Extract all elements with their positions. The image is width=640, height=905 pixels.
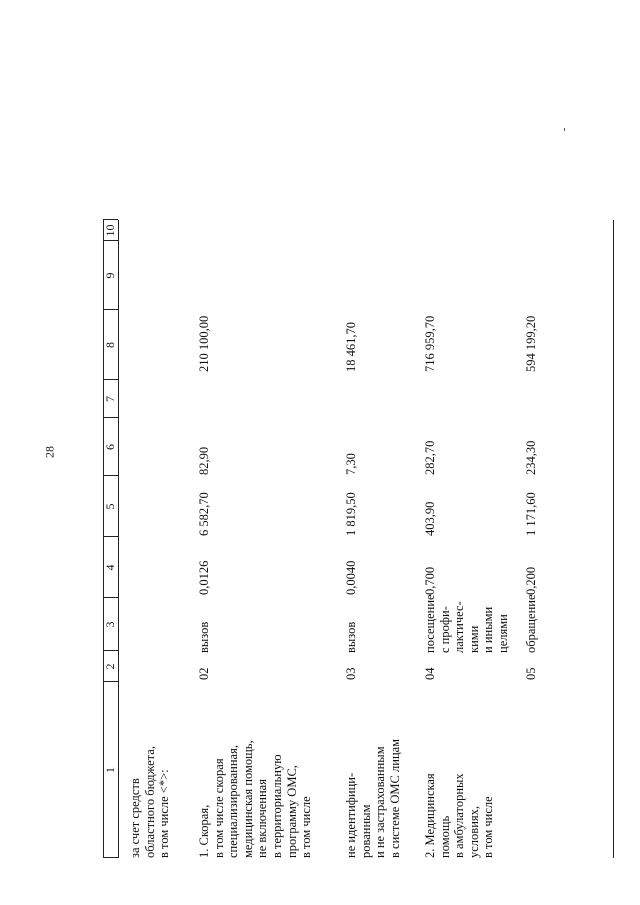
row-label-line: в том числе скорая: [211, 758, 226, 858]
value-col-4: 0,0126: [197, 560, 211, 595]
value-col-8: 594 199,20: [524, 315, 538, 372]
unit-line: вызов: [197, 621, 211, 653]
column-divider: [103, 379, 118, 380]
value-col-5: 1 171,60: [524, 492, 538, 536]
column-header-1: 1: [103, 767, 117, 773]
row-label-line: в системе ОМС лицам: [387, 738, 402, 858]
unit-line: с профи-: [437, 606, 452, 653]
column-divider: [103, 650, 118, 651]
column-divider: [103, 681, 118, 682]
unit-line: обращение: [524, 594, 538, 653]
row-code: 03: [344, 667, 358, 680]
value-col-5: 403,90: [423, 501, 437, 536]
row-label-line: в территориальную: [270, 754, 284, 858]
value-col-5: 6 582,70: [197, 492, 211, 536]
row-label-line: помощь: [437, 815, 452, 858]
row-label-line: не включенная: [255, 779, 270, 858]
row-label-line: за счет средств: [128, 778, 142, 858]
value-col-8: 18 461,70: [344, 322, 358, 372]
value-col-4: 0,0040: [344, 560, 358, 595]
column-divider: [103, 475, 118, 476]
row-code: 05: [524, 667, 538, 680]
value-col-6: 82,90: [197, 446, 211, 475]
row-label-line: программу ОМС,: [284, 765, 299, 858]
column-header-8: 8: [103, 342, 117, 348]
column-header-10: 10: [103, 224, 117, 237]
unit-line: посещение: [423, 594, 437, 653]
column-divider: [103, 309, 118, 310]
row-label-line: в том числе: [481, 796, 496, 858]
table-bottom-line: [613, 220, 614, 858]
unit-line: целями: [496, 614, 510, 653]
rotated-table: [103, 58, 640, 858]
value-col-8: 716 959,70: [423, 315, 437, 372]
column-divider: [103, 219, 118, 220]
unit-line: вызов: [344, 621, 358, 653]
row-label-line: в амбулаторных: [452, 773, 467, 858]
value-col-4: 0,200: [524, 566, 538, 595]
column-header-6: 6: [103, 444, 117, 450]
column-divider: [103, 417, 118, 418]
row-label-line: и не застрахованным: [373, 746, 388, 858]
header-top-line: [103, 220, 104, 858]
column-divider: [103, 857, 118, 858]
page-number: 28: [42, 446, 57, 458]
row-label-line: медицинская помощь,: [240, 740, 255, 858]
column-header-5: 5: [103, 503, 117, 510]
column-header-3: 3: [103, 621, 117, 628]
column-header-4: 4: [103, 564, 117, 571]
value-col-4: 0,700: [423, 566, 437, 595]
column-header-7: 7: [103, 396, 117, 402]
value-col-6: 234,30: [524, 440, 538, 475]
column-divider: [103, 240, 118, 241]
row-label-line: рованным: [358, 804, 373, 858]
column-header-2: 2: [103, 663, 117, 670]
row-label-line: 2. Медицинская: [423, 773, 437, 858]
row-label-line: 1. Скорая,: [197, 804, 211, 858]
row-label-line: областного бюджета,: [142, 746, 157, 858]
unit-line: лактичес-: [452, 601, 467, 653]
row-label-line: специализированная,: [226, 745, 241, 858]
value-col-5: 1 819,50: [344, 492, 358, 536]
value-col-6: 7,30: [344, 453, 358, 475]
unit-line: и иными: [481, 606, 496, 653]
row-label-line: в том числе <*>:: [157, 769, 172, 858]
row-label-line: не идентифици-: [344, 772, 358, 858]
unit-line: кими: [466, 625, 481, 653]
column-header-9: 9: [103, 272, 117, 279]
row-label-line: условиях,: [466, 805, 481, 858]
row-code: 04: [423, 667, 437, 680]
row-code: 02: [197, 667, 211, 680]
value-col-6: 282,70: [423, 440, 437, 475]
row-label-line: в том числе: [299, 796, 314, 858]
value-col-8: 210 100,00: [197, 315, 211, 372]
column-divider: [103, 536, 118, 537]
column-divider: [103, 597, 118, 598]
header-bottom-line: [118, 220, 119, 858]
